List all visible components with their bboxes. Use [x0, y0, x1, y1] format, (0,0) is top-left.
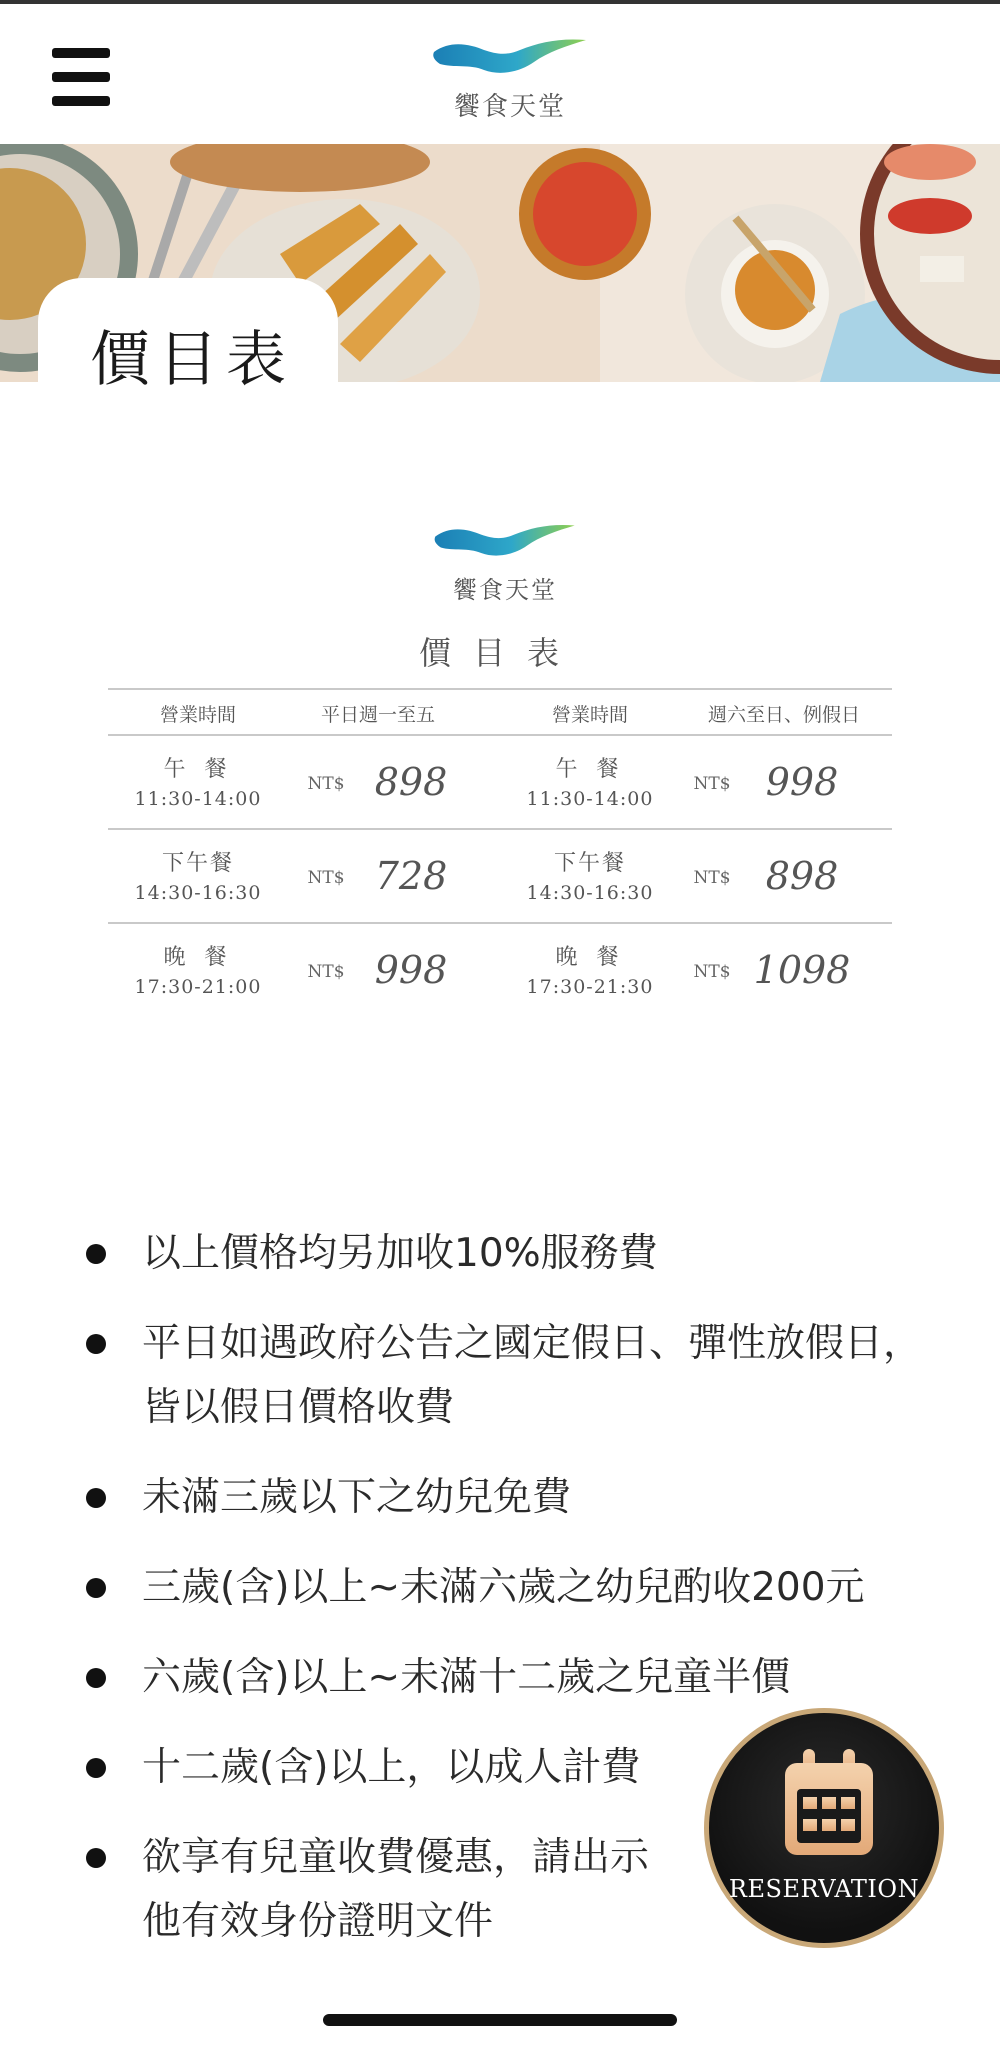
- note-text: 三歲(含)以上~未滿六歲之幼兒酌收200元: [142, 1565, 865, 1610]
- bullet-icon: [86, 1668, 106, 1688]
- weekday-price: 728: [374, 854, 448, 898]
- header-weekend: 週六至日、例假日: [707, 704, 860, 726]
- price-card-title: 價目表: [418, 634, 581, 672]
- reservation-button[interactable]: [704, 1708, 944, 1948]
- weekday-price: 998: [374, 948, 448, 992]
- meal-time: 14:30-16:30: [526, 882, 654, 904]
- bullet-icon: [86, 1758, 106, 1778]
- table-divider: [108, 734, 892, 736]
- list-item: [86, 1646, 956, 1710]
- bullet-icon: [86, 1334, 106, 1354]
- note-text: 以上價格均另加收10%服務費: [142, 1231, 658, 1276]
- note-text: 欲享有兒童收費優惠，請出示: [142, 1835, 650, 1880]
- table-divider: [108, 688, 892, 690]
- weekend-price: 998: [765, 760, 839, 804]
- meal-time: 11:30-14:00: [526, 788, 654, 810]
- list-item: [86, 1222, 956, 1286]
- header-weekday: 平日週一至五: [320, 704, 435, 726]
- logo-text: 饗食天堂: [453, 92, 566, 122]
- currency-label: NT$: [693, 962, 731, 982]
- meal-time: 17:30-21:00: [134, 976, 262, 998]
- bullet-icon: [86, 1848, 106, 1868]
- page-title: 價目表: [90, 325, 294, 395]
- note-text: 未滿三歲以下之幼兒免費: [142, 1475, 572, 1520]
- meal-time: 11:30-14:00: [134, 788, 262, 810]
- site-logo[interactable]: [425, 34, 595, 134]
- meal-name: 晚 餐: [555, 945, 625, 970]
- brand-wave-icon: [430, 520, 580, 564]
- brand-wave-icon: [430, 34, 590, 82]
- meal-time: 14:30-16:30: [134, 882, 262, 904]
- table-divider: [108, 922, 892, 924]
- currency-label: NT$: [693, 774, 731, 794]
- currency-label: NT$: [307, 962, 345, 982]
- meal-name: 下午餐: [161, 851, 234, 876]
- weekend-price: 1098: [753, 948, 851, 992]
- currency-label: NT$: [307, 868, 345, 888]
- card-logo: [430, 520, 580, 605]
- home-indicator[interactable]: [323, 2014, 677, 2026]
- meal-name: 下午餐: [553, 851, 626, 876]
- header-hours-weekday: 營業時間: [159, 704, 236, 726]
- card-logo-text: 饗食天堂: [453, 576, 557, 604]
- meal-name: 午 餐: [163, 757, 233, 782]
- table-divider: [108, 828, 892, 830]
- meal-name: 午 餐: [555, 757, 625, 782]
- list-item: [86, 1312, 956, 1440]
- list-item: [86, 1556, 956, 1620]
- weekend-price: 898: [765, 854, 839, 898]
- reservation-label: RESERVATION: [728, 1875, 920, 1903]
- note-text-continued: 他有效身份證明文件: [142, 1899, 494, 1944]
- site-header: [0, 4, 1000, 144]
- calendar-icon: [785, 1749, 873, 1857]
- weekday-price: 898: [374, 760, 448, 804]
- note-text: 平日如遇政府公告之國定假日、彈性放假日，皆以假日價格收費: [142, 1321, 923, 1430]
- list-item: [86, 1466, 956, 1530]
- bullet-icon: [86, 1488, 106, 1508]
- currency-label: NT$: [307, 774, 345, 794]
- currency-label: NT$: [693, 868, 731, 888]
- note-text: 六歲(含)以上~未滿十二歲之兒童半價: [142, 1655, 791, 1700]
- bullet-icon: [86, 1578, 106, 1598]
- hamburger-menu-icon[interactable]: [52, 48, 112, 106]
- note-text: 十二歲(含)以上，以成人計費: [142, 1745, 641, 1790]
- meal-name: 晚 餐: [163, 945, 233, 970]
- meal-time: 17:30-21:30: [526, 976, 654, 998]
- bullet-icon: [86, 1244, 106, 1264]
- header-hours-weekend: 營業時間: [551, 704, 628, 726]
